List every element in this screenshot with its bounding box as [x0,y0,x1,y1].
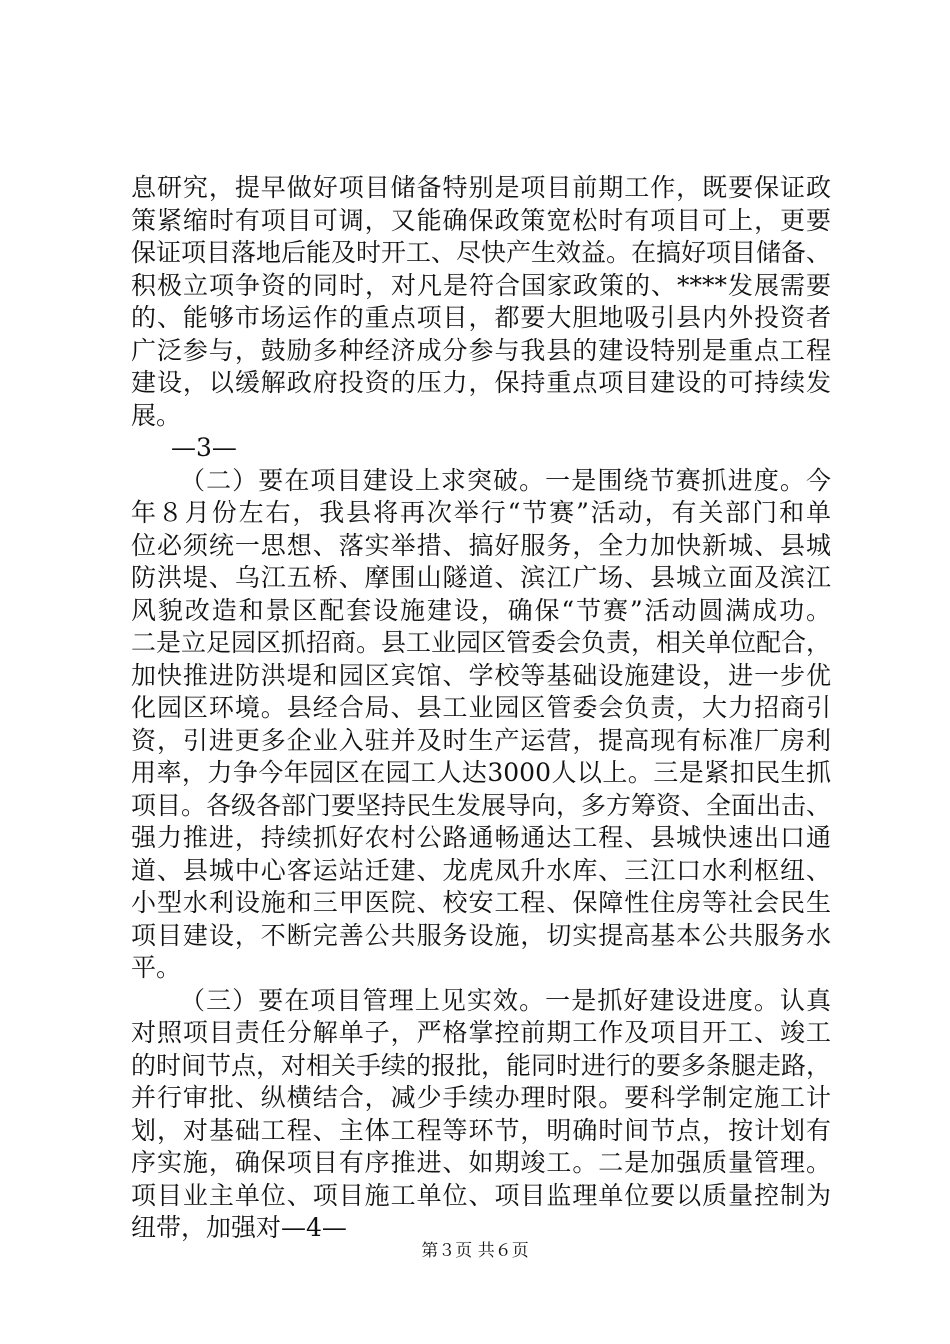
text-line: 平。 [131,953,182,982]
text-line: 加快推进防洪堤和园区宾馆、学校等基础设施建设，进一步优 [131,660,831,690]
text-line: 用率，力争今年园区在园工人达3000人以上。三是紧扣民生抓 [131,758,831,787]
text-line: 二是立足园区抓招商。县工业园区管委会负责，相关单位配合， [131,628,832,657]
text-line: 策紧缩时有项目可调，又能确保政策宽松时有项目可上，更要 [131,205,831,235]
text-line: 强力推进，持续抓好农村公路通畅通达工程、县城快速出口通 [131,823,831,852]
text-line: 对照项目责任分解单子，严格掌控前期工作及项目开工、竣工 [131,1018,831,1047]
text-line: 年８月份左右，我县将再次举行“节赛”活动，有关部门和单 [131,498,831,527]
document-body [131,172,831,1245]
text-line: 位必须统一思想、落实举措、搞好服务，全力加快新城、县城 [131,530,831,560]
text-line: 项目。各级各部门要坚持民生发展导向，多方筹资、全面出击、 [131,790,832,820]
paragraph-first-line: （三）要在项目管理上见实效。一是抓好建设进度。认真 [180,985,831,1015]
text-line: 道、县城中心客运站迁建、龙虎凤升水库、三江口水利枢纽、 [131,855,831,885]
text-line: 展。 [131,400,182,430]
text-line: 小型水利设施和三甲医院、校安工程、保障性住房等社会民生 [131,888,831,917]
text-line: 项目业主单位、项目施工单位、项目监理单位要以质量控制为 [131,1180,831,1210]
text-line: 建设，以缓解政府投资的压力，保持重点项目建设的可持续发 [131,368,831,397]
paragraph-first-line: （二）要在项目建设上求突破。一是围绕节赛抓进度。今 [180,465,831,495]
text-line: 项目建设，不断完善公共服务设施，切实提高基本公共服务水 [131,920,831,950]
text-line: 广泛参与，鼓励多种经济成分参与我县的建设特别是重点工程 [131,335,831,365]
text-line: 纽带，加强对—4— [131,1213,347,1242]
text-line: 防洪堤、乌江五桥、摩围山隧道、滨江广场、县城立面及滨江 [131,563,831,592]
text-line: 息研究，提早做好项目储备特别是项目前期工作，既要保证政 [131,173,831,202]
inline-page-marker: —3— [171,433,237,462]
text-line: 的时间节点，对相关手续的报批，能同时进行的要多条腿走路， [131,1050,832,1080]
page-footer: 第３页 共６页 [421,1241,529,1261]
text-line: 的、能够市场运作的重点项目，都要大胆地吸引县内外投资者 [131,303,831,332]
text-line: 资，引进更多企业入驻并及时生产运营，提高现有标准厂房利 [131,725,831,755]
text-line: 保证项目落地后能及时开工、尽快产生效益。在搞好项目储备、 [131,238,832,267]
text-line: 化园区环境。县经合局、县工业园区管委会负责，大力招商引 [131,693,831,722]
text-line: 划，对基础工程、主体工程等环节，明确时间节点，按计划有 [131,1115,831,1145]
text-line: 并行审批、纵横结合，减少手续办理时限。要科学制定施工计 [131,1083,831,1112]
text-line: 序实施，确保项目有序推进、如期竣工。二是加强质量管理。 [131,1148,831,1177]
text-line: 积极立项争资的同时，对凡是符合国家政策的、****发展需要 [131,270,831,300]
text-line: 风貌改造和景区配套设施建设，确保“节赛”活动圆满成功。 [131,595,831,625]
